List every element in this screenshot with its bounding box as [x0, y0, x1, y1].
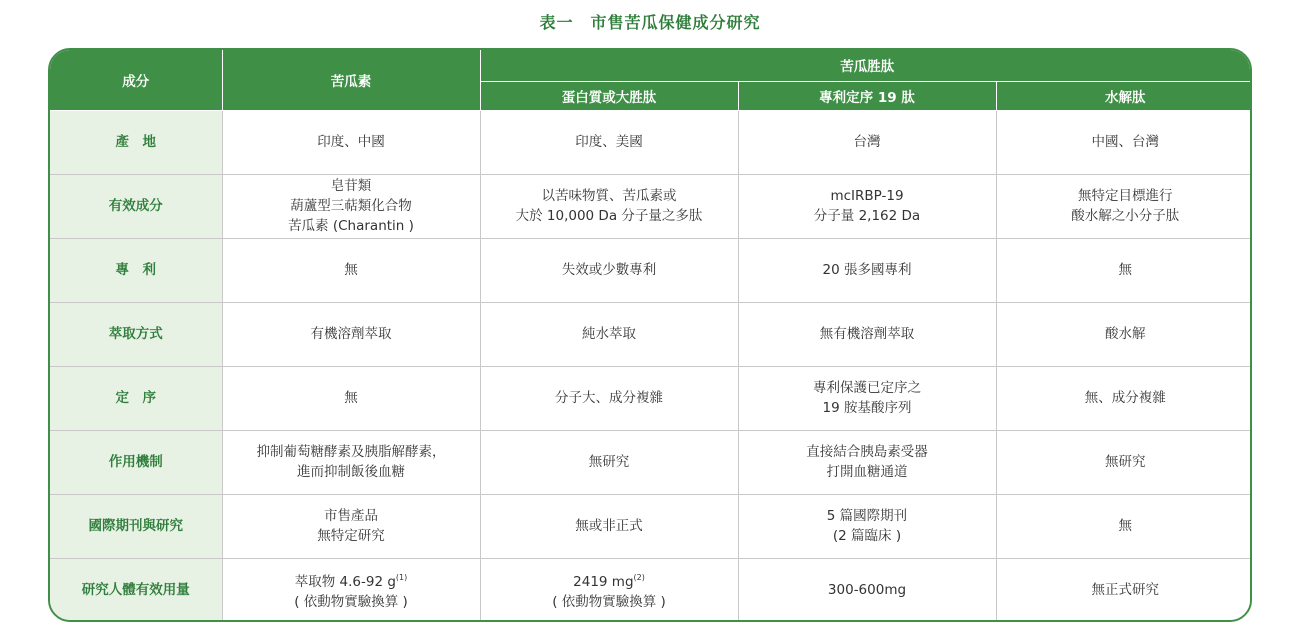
table-row	[50, 174, 1252, 238]
cell-patent19	[738, 494, 996, 558]
cell-text-line: 無、成分複雜	[1084, 390, 1166, 406]
cell-protein	[480, 110, 738, 174]
cell-text-line: 抑制葡萄糖酵素及胰脂解酵素，	[256, 444, 446, 460]
cell-protein	[480, 494, 738, 558]
cell-text-line: 有機溶劑萃取	[310, 326, 392, 342]
header-ingredient: 成分	[50, 50, 222, 110]
cell-text-line: 19 胺基酸序列	[822, 400, 912, 416]
cell-text-line: 無	[1118, 262, 1132, 278]
cell-protein	[480, 238, 738, 302]
cell-protein	[480, 302, 738, 366]
cell-protein	[480, 366, 738, 430]
cell-text-line: 失效或少數專利	[561, 262, 657, 278]
table-row	[50, 366, 1252, 430]
table-row	[50, 302, 1252, 366]
table-row	[50, 238, 1252, 302]
table-body	[50, 110, 1252, 622]
table-row	[50, 430, 1252, 494]
cell-patent19	[738, 110, 996, 174]
cell-dose-charantin	[222, 558, 480, 622]
cell-text-line: 分子量 2,162 Da	[813, 208, 921, 224]
cell-text-line: 無	[344, 390, 358, 406]
row-label: 萃取方式	[50, 302, 222, 366]
comparison-table	[50, 50, 1252, 622]
cell-text-line: 以苦味物質、苦瓜素或	[541, 188, 677, 204]
cell-charantin	[222, 366, 480, 430]
cell-hydrolyzed	[996, 494, 1252, 558]
table-row-dose	[50, 558, 1252, 622]
cell-text-line: 台灣	[853, 134, 881, 150]
cell-text-line: 苦瓜素 (Charantin )	[288, 218, 414, 234]
cell-text-line: 無	[344, 262, 358, 278]
cell-patent19	[738, 238, 996, 302]
row-label: 國際期刊與研究	[50, 494, 222, 558]
cell-text-line: 無有機溶劑萃取	[819, 326, 915, 342]
cell-text-line: 分子大、成分複雜	[555, 390, 663, 406]
cell-patent19	[738, 302, 996, 366]
cell-text-line: 印度、美國	[575, 134, 643, 150]
cell-charantin	[222, 110, 480, 174]
row-label: 有效成分	[50, 174, 222, 238]
header-protein: 蛋白質或大胜肽	[480, 81, 738, 110]
cell-charantin	[222, 238, 480, 302]
header-hydrolyzed: 水解肽	[996, 81, 1252, 110]
cell-text-line: 打開血糖通道	[826, 464, 908, 480]
cell-text-line: 進而抑制飯後血糖	[297, 464, 405, 480]
cell-text-line: 酸水解	[1105, 326, 1146, 342]
cell-dose-protein	[480, 558, 738, 622]
cell-text-line: 5 篇國際期刊	[826, 508, 908, 524]
cell-hydrolyzed	[996, 110, 1252, 174]
cell-text-line: 皂苷類	[330, 178, 372, 194]
cell-text-line: 純水萃取	[582, 326, 636, 342]
cell-text-line: 葫蘆型三萜類化合物	[290, 198, 412, 214]
table-row	[50, 494, 1252, 558]
table-title: 表一 市售苦瓜保健成分研究	[539, 13, 761, 32]
cell-text-line: 大於 10,000 Da 分子量之多肽	[515, 208, 703, 224]
cell-dose-hydrolyzed: 無正式研究	[996, 558, 1252, 622]
cell-text-line: 無特定研究	[317, 528, 385, 544]
dose-protein-note: ( 依動物實驗換算 )	[552, 594, 666, 611]
cell-text-line: 直接結合胰島素受器	[806, 444, 928, 460]
cell-charantin	[222, 302, 480, 366]
cell-protein	[480, 430, 738, 494]
dose-protein-value: 2419 mg	[573, 574, 634, 591]
cell-patent19	[738, 430, 996, 494]
cell-charantin	[222, 430, 480, 494]
cell-hydrolyzed	[996, 366, 1252, 430]
cell-text-line: 無特定目標進行	[1078, 188, 1173, 204]
cell-text-line: 印度、中國	[317, 134, 385, 150]
row-label: 專 利	[50, 238, 222, 302]
table-row	[50, 110, 1252, 174]
cell-charantin	[222, 174, 480, 238]
comparison-table-container	[48, 48, 1252, 622]
row-label: 作用機制	[50, 430, 222, 494]
header-patent19: 專利定序 19 肽	[738, 81, 996, 110]
cell-text-line: 酸水解之小分子肽	[1071, 208, 1180, 224]
cell-patent19	[738, 366, 996, 430]
header-peptide-group: 苦瓜胜肽	[480, 50, 1252, 81]
dose-charantin-value: 萃取物 4.6-92 g	[294, 574, 396, 591]
cell-hydrolyzed	[996, 430, 1252, 494]
cell-text-line: mcIRBP-19	[830, 188, 904, 204]
dose-charantin-note: ( 依動物實驗換算 )	[294, 594, 408, 611]
footnote-2: (2)	[633, 573, 645, 583]
cell-protein	[480, 174, 738, 238]
header-charantin: 苦瓜素	[222, 50, 480, 110]
cell-charantin	[222, 494, 480, 558]
row-label-dose: 研究人體有效用量	[50, 558, 222, 622]
cell-text-line: 20 張多國專利	[822, 262, 912, 278]
cell-hydrolyzed	[996, 302, 1252, 366]
cell-text-line: (2 篇臨床 )	[832, 528, 902, 544]
cell-text-line: 中國、台灣	[1091, 134, 1159, 150]
cell-text-line: 專利保護已定序之	[813, 380, 921, 396]
cell-text-line: 無	[1118, 518, 1132, 534]
cell-text-line: 無或非正式	[575, 518, 643, 534]
cell-dose-patent19: 300-600mg	[738, 558, 996, 622]
cell-text-line: 市售產品	[324, 508, 378, 524]
footnote-1: (1)	[395, 573, 408, 583]
cell-hydrolyzed	[996, 238, 1252, 302]
cell-patent19	[738, 174, 996, 238]
cell-text-line: 無研究	[1105, 454, 1146, 470]
row-label: 產 地	[50, 110, 222, 174]
row-label: 定 序	[50, 366, 222, 430]
cell-hydrolyzed	[996, 174, 1252, 238]
cell-text-line: 無研究	[588, 454, 630, 470]
